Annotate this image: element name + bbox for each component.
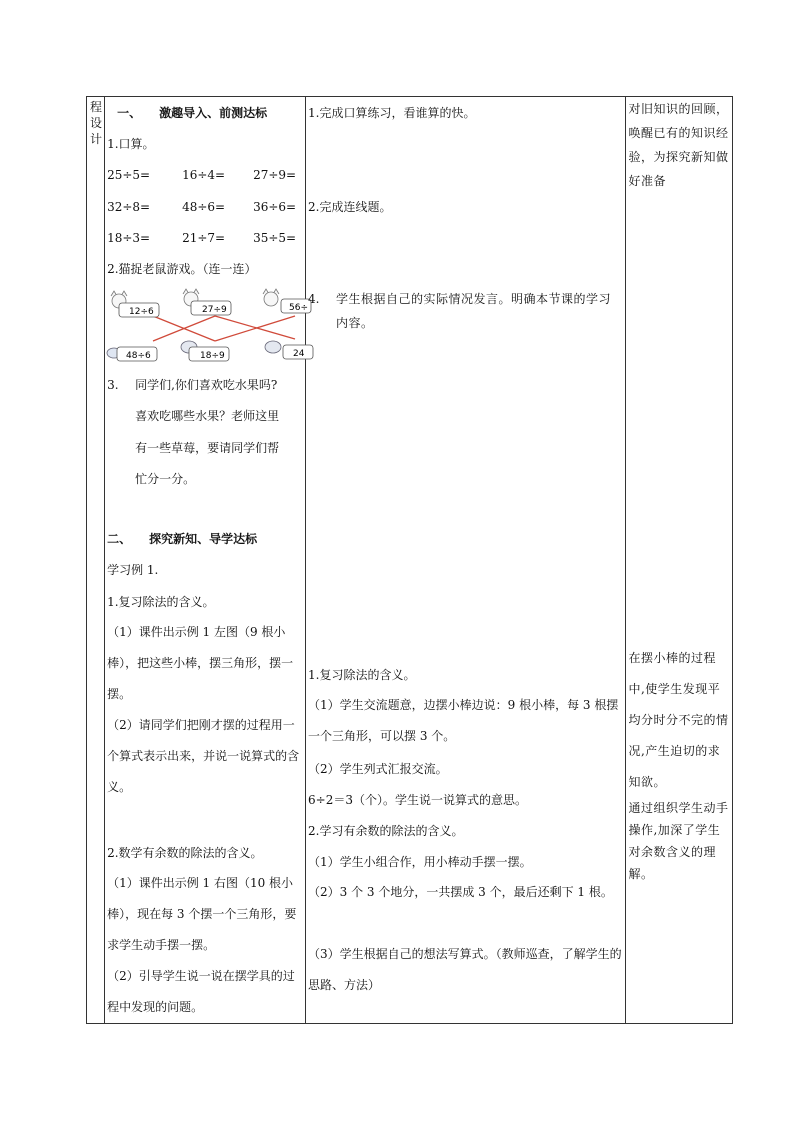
cat-mouse-matching-figure <box>105 291 309 367</box>
mouse-card-expression: 48÷6 <box>126 351 151 361</box>
design-intent-cell <box>626 97 733 1024</box>
review-step-1: （1）课件出示例 1 左图（9 根小棒），把这些小棒，摆三角形，摆一摆。 <box>107 625 294 701</box>
mouse-icon <box>265 341 281 353</box>
student-remainder-step-2: （2）3 个 3 个地分，一共摆成 3 个，最后还剩下 1 根。 <box>308 885 613 899</box>
fruit-question-line: 喜欢吃哪些水果？老师这里 <box>135 409 280 423</box>
mouse-card-expression: 18÷9 <box>200 351 225 361</box>
section2-title: 二、 探究新知、导学达标 <box>107 532 258 546</box>
section1-title: 一、 激趣导入、前测达标 <box>117 106 268 120</box>
cat-card-expression: 56÷ <box>289 303 309 313</box>
process-label-cell <box>87 97 105 1024</box>
oral-problem: 27÷9= <box>253 168 297 182</box>
oral-problem: 35÷5= <box>253 231 297 245</box>
intent-note-discovery: 在摆小棒的过程中,使学生发现平均分时分不完的情况,产生迫切的求知欲。 <box>628 651 729 789</box>
teacher-activity-cell <box>105 97 309 1024</box>
student-matching: 2.完成连线题。 <box>308 200 392 214</box>
mouse-card <box>107 347 157 361</box>
oral-problem: 25÷5= <box>107 168 151 182</box>
cat-card-expression: 12÷6 <box>129 307 154 317</box>
student-review-step-1: （1）学生交流题意，边摆小棒边说：9 根小棒，每 3 根摆一个三角形，可以摆 3 个。 <box>308 698 619 743</box>
oral-problem: 18÷3= <box>107 231 151 245</box>
remainder-heading: 2.数学有余数的除法的含义。 <box>107 846 263 860</box>
student-equation: 6÷2＝3（个）。学生说一说算式的意思。 <box>308 793 527 807</box>
intent-note-review: 对旧知识的回顾，唤醒已有的知识经验，为探究新知做好准备 <box>628 102 729 188</box>
student-item-number: 4. <box>308 292 320 306</box>
student-review-heading: 1.复习除法的含义。 <box>308 668 416 682</box>
remainder-step-2: （2）引导学生说一说在摆学具的过程中发现的问题。 <box>107 969 295 1014</box>
fruit-question-line: 忙分一分。 <box>135 472 196 486</box>
lesson-plan-table <box>86 96 733 1024</box>
oral-calc-heading: 1.口算。 <box>107 137 155 151</box>
student-remainder-step-3: （3）学生根据自己的想法写算式。（教师巡查，了解学生的思路、方法） <box>308 947 622 992</box>
cat-card <box>263 289 311 313</box>
cat-icon <box>264 292 278 306</box>
process-design-label: 程 设 计 <box>89 100 102 146</box>
student-remainder-step-1: （1）学生小组合作，用小棒动手摆一摆。 <box>308 855 532 869</box>
remainder-step-1: （1）课件出示例 1 右图（10 根小棒），现在每 3 个摆一个三角形，要求学生动手摆一摆。 <box>107 876 297 952</box>
student-activity-cell <box>306 97 626 1024</box>
cat-card <box>183 289 231 315</box>
review-step-2: （2）请同学们把刚才摆的过程用一个算式表示出来，并说一说算式的含义。 <box>107 718 300 794</box>
intent-note-operation: 通过组织学生动手操作,加深了学生对余数含义的理解。 <box>628 801 729 881</box>
example-label: 学习例 1. <box>107 563 159 577</box>
student-review-step-2: （2）学生列式汇报交流。 <box>308 762 448 776</box>
oral-problem: 36÷6= <box>253 200 297 214</box>
cat-card <box>111 291 159 317</box>
game-heading: 2.猫捉老鼠游戏。（连一连） <box>107 262 257 276</box>
fruit-item-number: 3. <box>107 378 119 392</box>
oral-problem: 16÷4= <box>182 168 226 182</box>
student-remainder-heading: 2.学习有余数的除法的含义。 <box>308 824 464 838</box>
cat-card-expression: 27÷9 <box>202 305 227 315</box>
mouse-card-expression: 24 <box>293 349 305 359</box>
oral-problem: 21÷7= <box>182 231 226 245</box>
fruit-question-line: 同学们,你们喜欢吃水果吗? <box>135 378 278 392</box>
oral-problem: 32÷8= <box>107 200 151 214</box>
fruit-question-line: 有一些草莓，要请同学们帮 <box>135 441 280 455</box>
oral-problem: 48÷6= <box>182 200 226 214</box>
review-division-heading: 1.复习除法的含义。 <box>107 595 215 609</box>
mouse-card <box>181 341 229 361</box>
student-speak-up: 学生根据自己的实际情况发言。明确本节课的学习内容。 <box>336 292 612 330</box>
student-oral-practice: 1.完成口算练习，看谁算的快。 <box>308 106 476 120</box>
